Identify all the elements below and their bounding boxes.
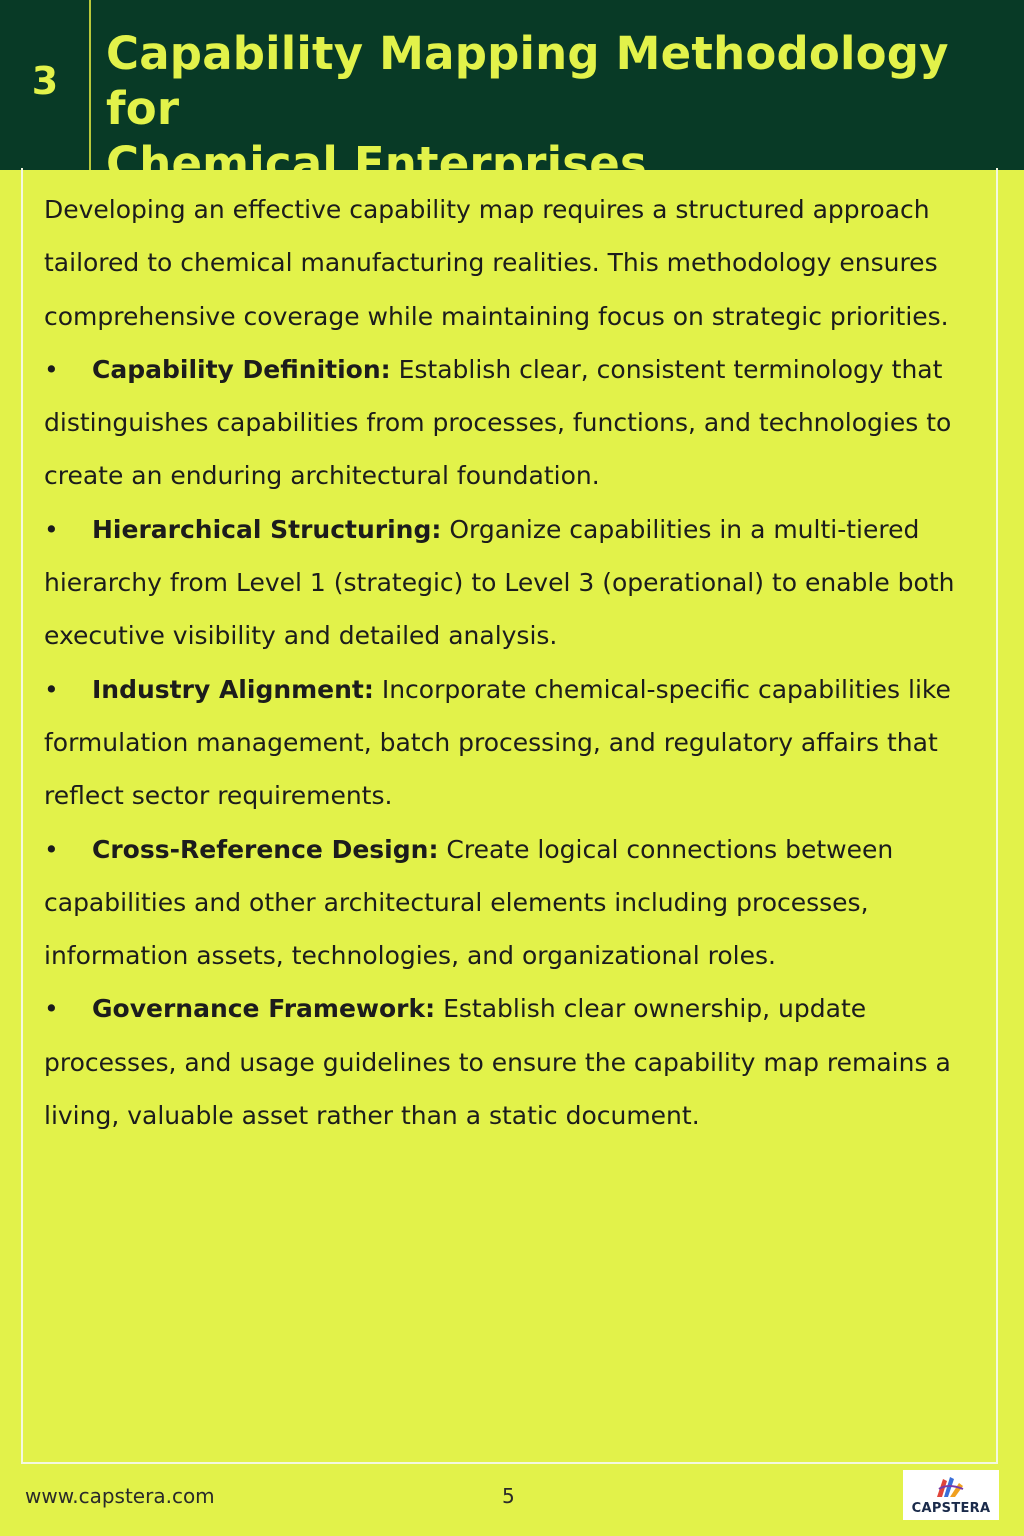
bullet-dot: • xyxy=(44,674,59,704)
section-number: 3 xyxy=(31,59,59,103)
bullet-hierarchical-structuring xyxy=(44,503,979,663)
bullet-term: Governance Framework: xyxy=(92,994,436,1024)
bullet-industry-alignment xyxy=(44,663,979,823)
content-body xyxy=(44,183,979,1142)
bullet-text: Organize capabilities in a multi-tiered hierarchy from Level 1 (strategic) to Level 3 (operational) to enable both executive visibility and detailed analysis. xyxy=(44,514,955,651)
page-title xyxy=(106,26,1006,191)
bullet-text: Create logical connections between capabilities and other architectural elements including processes, information assets, technologies, and organizational roles. xyxy=(44,834,894,971)
bullet-text: Incorporate chemical-specific capabilities like formulation management, batch processing, and regulatory affairs that reflect sector requirements. xyxy=(44,674,951,811)
intro-paragraph: Developing an effective capability map requires a structured approach tailored to chemical manufacturing realities. This methodology ensures comprehensive coverage while maintaining focus on strategic priorities. xyxy=(44,195,949,331)
bullet-term: Cross-Reference Design: xyxy=(92,834,439,864)
capstera-logo-icon xyxy=(933,1473,969,1501)
bullet-governance-framework xyxy=(44,982,979,1142)
title-line-2: Chemical Enterprises xyxy=(106,137,647,190)
bullet-text: Establish clear ownership, update processes, and usage guidelines to ensure the capability map remains a living, valuable asset rather than a static document. xyxy=(44,994,951,1131)
bullet-text: Establish clear, consistent terminology that distinguishes capabilities from processes, functions, and technologies to create an enduring architectural foundation. xyxy=(44,354,952,491)
bullet-dot: • xyxy=(44,994,59,1024)
bullet-term: Industry Alignment: xyxy=(92,674,374,704)
bullet-dot: • xyxy=(44,514,59,544)
bullet-dot: • xyxy=(44,354,59,384)
page-header xyxy=(0,0,1024,190)
bullet-capability-definition xyxy=(44,343,979,503)
footer-url-link[interactable]: www.capstera.com xyxy=(25,1484,215,1508)
header-divider xyxy=(89,0,91,170)
logo-text: CAPSTERA xyxy=(911,1501,991,1516)
bullet-cross-reference-design xyxy=(44,823,979,983)
bullet-term: Capability Definition: xyxy=(92,354,391,384)
bullet-term: Hierarchical Structuring: xyxy=(92,514,442,544)
title-line-1: Capability Mapping Methodology for xyxy=(106,27,949,135)
bullet-dot: • xyxy=(44,834,59,864)
capstera-logo xyxy=(903,1470,999,1520)
page-number: 5 xyxy=(502,1484,515,1508)
